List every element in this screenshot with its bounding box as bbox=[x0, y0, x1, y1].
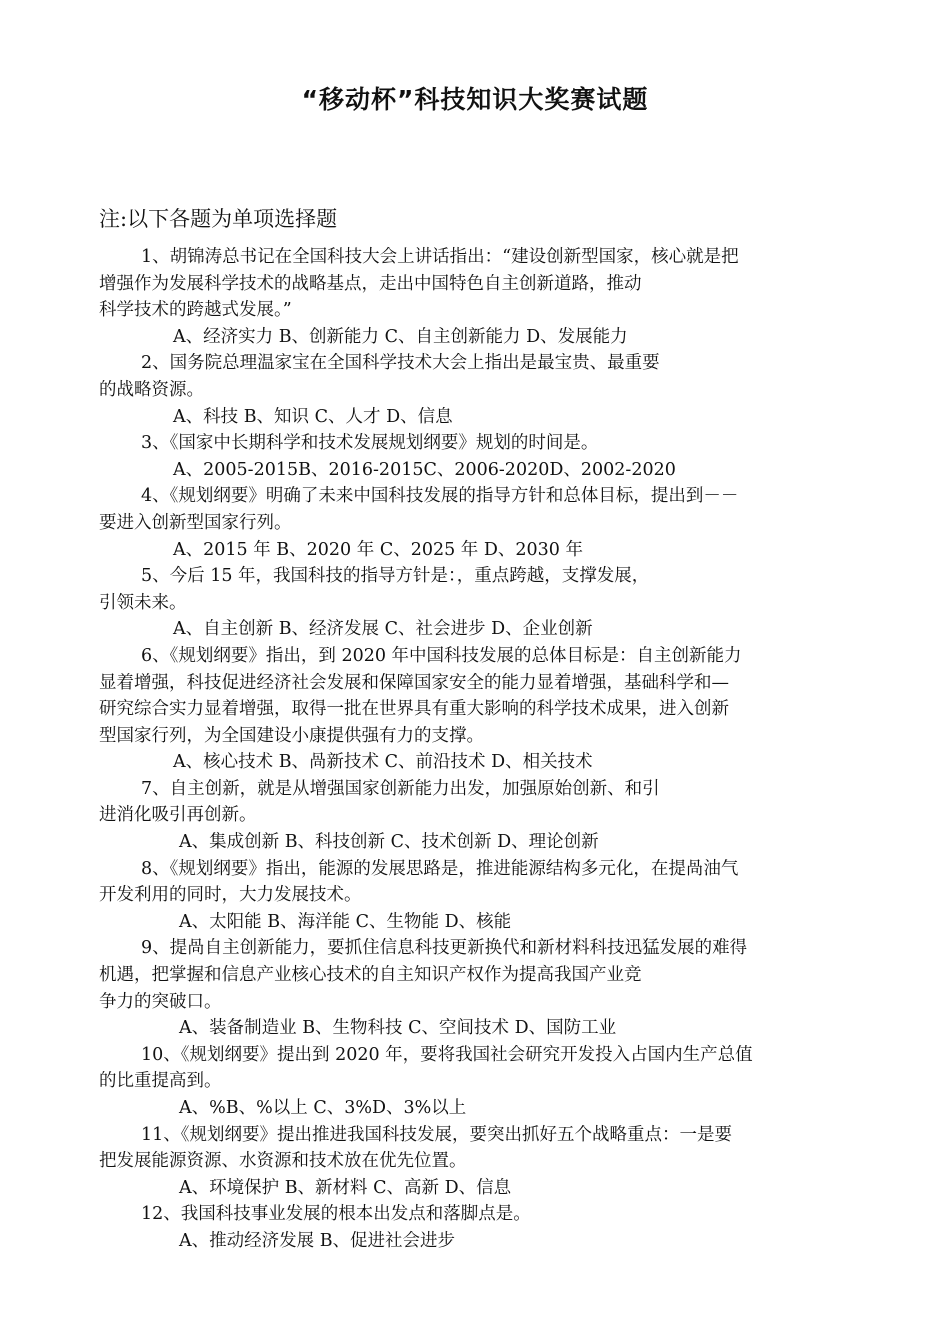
question-5-line: 5、今后 15 年，我国科技的指导方针是：，重点跨越，支撑发展， bbox=[141, 566, 650, 587]
question-1-line: 1、胡锦涛总书记在全国科技大会上讲话指出：“建设创新型国家，核心就是把 bbox=[141, 247, 739, 267]
question-10-line: 的比重提高到。 bbox=[99, 1071, 222, 1092]
question-6-options: A、核心技术 B、咼新技术 C、前沿技术 D、相关技术 bbox=[173, 752, 593, 773]
question-11-line: 把发展能源资源、水资源和技术放在优先位置。 bbox=[99, 1151, 467, 1172]
question-8-line: 开发利用的同时，大力发展技术。 bbox=[99, 885, 362, 906]
question-7-options: A、集成创新 B、科技创新 C、技术创新 D、理论创新 bbox=[179, 832, 599, 853]
question-3-line: 3、《国家中长期科学和技术发展规划纲要》规划的时间是。 bbox=[141, 433, 599, 454]
question-6-line: 型国家行列，为全国建设小康提供强有力的支撑。 bbox=[99, 725, 484, 746]
question-12-options: A、推动经济发展 B、促进社会进步 bbox=[179, 1230, 456, 1251]
section-note: 注:以下各题为单项选择题 bbox=[99, 207, 338, 231]
question-7-line: 7、自主创新，就是从增强国家创新能力出发，加强原始创新、和引 bbox=[141, 778, 660, 799]
question-4-line: 4、《规划纲要》明确了未来中国科技发展的指导方针和总体目标，提出到－－ bbox=[141, 486, 739, 507]
question-8-options: A、太阳能 B、海洋能 C、生物能 D、核能 bbox=[179, 911, 512, 932]
question-body bbox=[99, 244, 844, 1255]
question-2-line: 的战略资源。 bbox=[99, 379, 204, 400]
question-12-line: 12、我国科技事业发展的根本出发点和落脚点是。 bbox=[141, 1204, 531, 1225]
question-1-line: 增强作为发展科学技术的战略基点，走出中国特色自主创新道路，推动 bbox=[99, 273, 642, 294]
question-9-options: A、装备制造业 B、生物科技 C、空间技术 D、国防工业 bbox=[179, 1018, 617, 1039]
question-1-line: 科学技术的跨越式发展。” bbox=[99, 300, 292, 321]
question-2-line: 2、国务院总理温家宝在全国科学技术大会上指出是最宝贵、最重要 bbox=[141, 353, 660, 374]
question-1-options: A、经济实力 B、创新能力 C、自主创新能力 D、发展能力 bbox=[173, 326, 628, 347]
question-9-line: 9、提咼自主创新能力，要抓住信息科技更新换代和新材料科技迅猛发展的难得 bbox=[141, 938, 748, 959]
question-2-options: A、科技 B、知识 C、人才 D、信息 bbox=[173, 406, 453, 427]
question-4-options: A、2015 年 B、2020 年 C、2025 年 D、2030 年 bbox=[173, 539, 584, 560]
question-5-options: A、自主创新 B、经济发展 C、社会进步 D、企业创新 bbox=[173, 619, 593, 640]
question-6-line: 显着增强，科技促进经济社会发展和保障国家安全的能力显着增强，基础科学和— bbox=[99, 672, 729, 693]
question-10-line: 10、《规划纲要》提出到 2020 年，要将我国社会研究开发投入占国内生产总值 bbox=[141, 1044, 753, 1065]
question-11-options: A、环境保护 B、新材料 C、高新 D、信息 bbox=[179, 1177, 512, 1198]
question-6-line: 6、《规划纲要》指出，到 2020 年中国科技发展的总体目标是：自主创新能力 bbox=[141, 645, 742, 666]
question-7-line: 进消化吸引再创新。 bbox=[99, 805, 257, 826]
question-9-line: 机遇，把掌握和信息产业核心技术的自主知识产权作为提高我国产业竞 bbox=[99, 965, 642, 986]
question-4-line: 要进入创新型国家行列。 bbox=[99, 512, 292, 533]
question-3-options: A、2005-2015B、2016-2015C、2006-2020D、2002-2020 bbox=[173, 459, 676, 480]
question-6-line: 研究综合实力显着增强，取得一批在世界具有重大影响的科学技术成果，进入创新 bbox=[99, 699, 729, 720]
question-8-line: 8、《规划纲要》指出，能源的发展思路是，推进能源结构多元化，在提咼油气 bbox=[141, 858, 739, 879]
question-9-line: 争力的突破口。 bbox=[99, 991, 222, 1012]
question-10-options: A、%B、%以上 C、3%D、3%以上 bbox=[179, 1098, 467, 1118]
question-11-line: 11、《规划纲要》提出推进我国科技发展，要突出抓好五个战略重点：一是要 bbox=[141, 1124, 733, 1145]
question-5-line: 引领未来。 bbox=[99, 592, 187, 613]
page-title: “移动杯”科技知识大奖赛试题 bbox=[301, 85, 649, 114]
